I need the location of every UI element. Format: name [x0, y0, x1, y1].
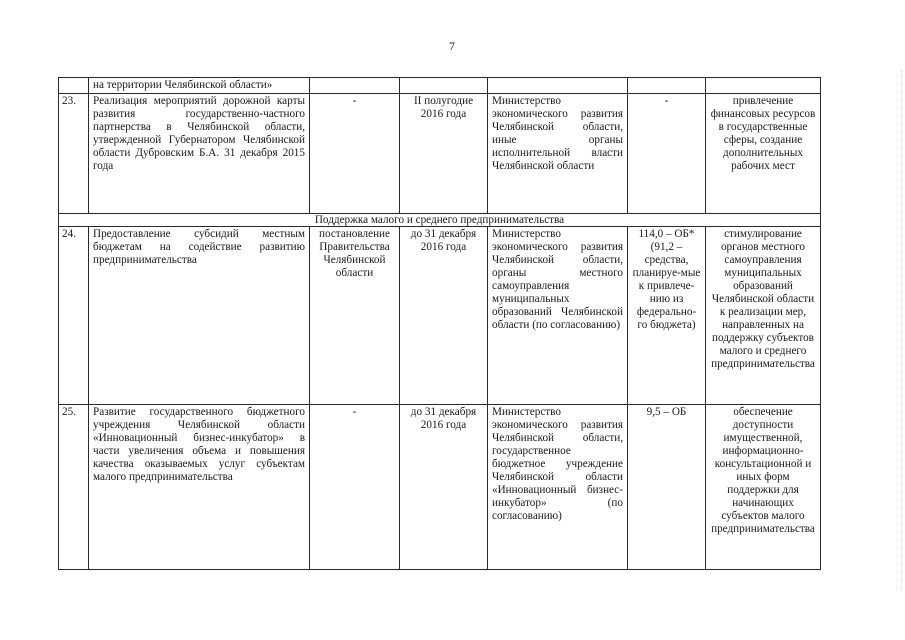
- cell-document: -: [310, 405, 400, 570]
- cell-description: Предоставление субсидий местным бюджетам на содействие развитию предпринимательства: [89, 227, 310, 405]
- table-row: [59, 227, 821, 405]
- cell-executor: Министерство экономического развития Челябинской области, государственное бюджетное учреждение Челябинской области «Инновационный бизнес-инкубатор» (по согласованию): [488, 405, 628, 570]
- cell-deadline: до 31 декабря 2016 года: [400, 405, 488, 570]
- cell-number: 24.: [59, 227, 89, 405]
- cell-document: постановление Правительства Челябинской области: [310, 227, 400, 405]
- cell-description: Реализация мероприятий дорожной карты развития государственно-частного партнерства в Челябинской области, утвержденной Губернатором Челябинской области Дубровским Б.А. 31 декабря 2015 года: [89, 94, 310, 214]
- scan-edge-marks: [893, 70, 902, 590]
- cell-executor: Министерство экономического развития Челябинской области, органы местного самоуправления муниципальных образований Челябинской области (по согласованию): [488, 227, 628, 405]
- cell-result: привлечение финансовых ресурсов в государственные сферы, создание дополнительных рабочих мест: [706, 94, 821, 214]
- cell-result: стимулирование органов местного самоуправления муниципальных образований Челябинской области к реализации мер, направленных на поддержку субъектов малого и среднего предпринимательства: [706, 227, 821, 405]
- cell-description: Развитие государственного бюджетного учреждения Челябинской области «Инновационный бизнес-инкубатор» в части увеличения объема и повышения качества оказываемых услуг субъектам малого предпринимательства: [89, 405, 310, 570]
- cell-result: обеспечение доступности имущественной, информационно-консультационной и иных форм поддержки для начинающих субъектов малого предпринимательства: [706, 405, 821, 570]
- table-row: [59, 405, 821, 570]
- section-title: Поддержка малого и среднего предпринимательства: [59, 214, 821, 227]
- cell-number: 23.: [59, 94, 89, 214]
- cell-number: 25.: [59, 405, 89, 570]
- section-header-row: [59, 214, 821, 227]
- table-row-continuation: [59, 78, 821, 94]
- measures-table: [58, 77, 821, 570]
- cell-document: -: [310, 94, 400, 214]
- cell-funding: 114,0 – ОБ* (91,2 – средства, планируе-мые к привлече-нию из федерально-го бюджета): [628, 227, 706, 405]
- table-row: [59, 94, 821, 214]
- cell-description: на территории Челябинской области»: [89, 78, 310, 94]
- page-number: 7: [449, 39, 455, 53]
- cell-funding: -: [628, 94, 706, 214]
- cell-funding: 9,5 – ОБ: [628, 405, 706, 570]
- cell-deadline: II полугодие 2016 года: [400, 94, 488, 214]
- cell-deadline: до 31 декабря 2016 года: [400, 227, 488, 405]
- cell-executor: Министерство экономического развития Челябинской области, иные органы исполнительной власти Челябинской области: [488, 94, 628, 214]
